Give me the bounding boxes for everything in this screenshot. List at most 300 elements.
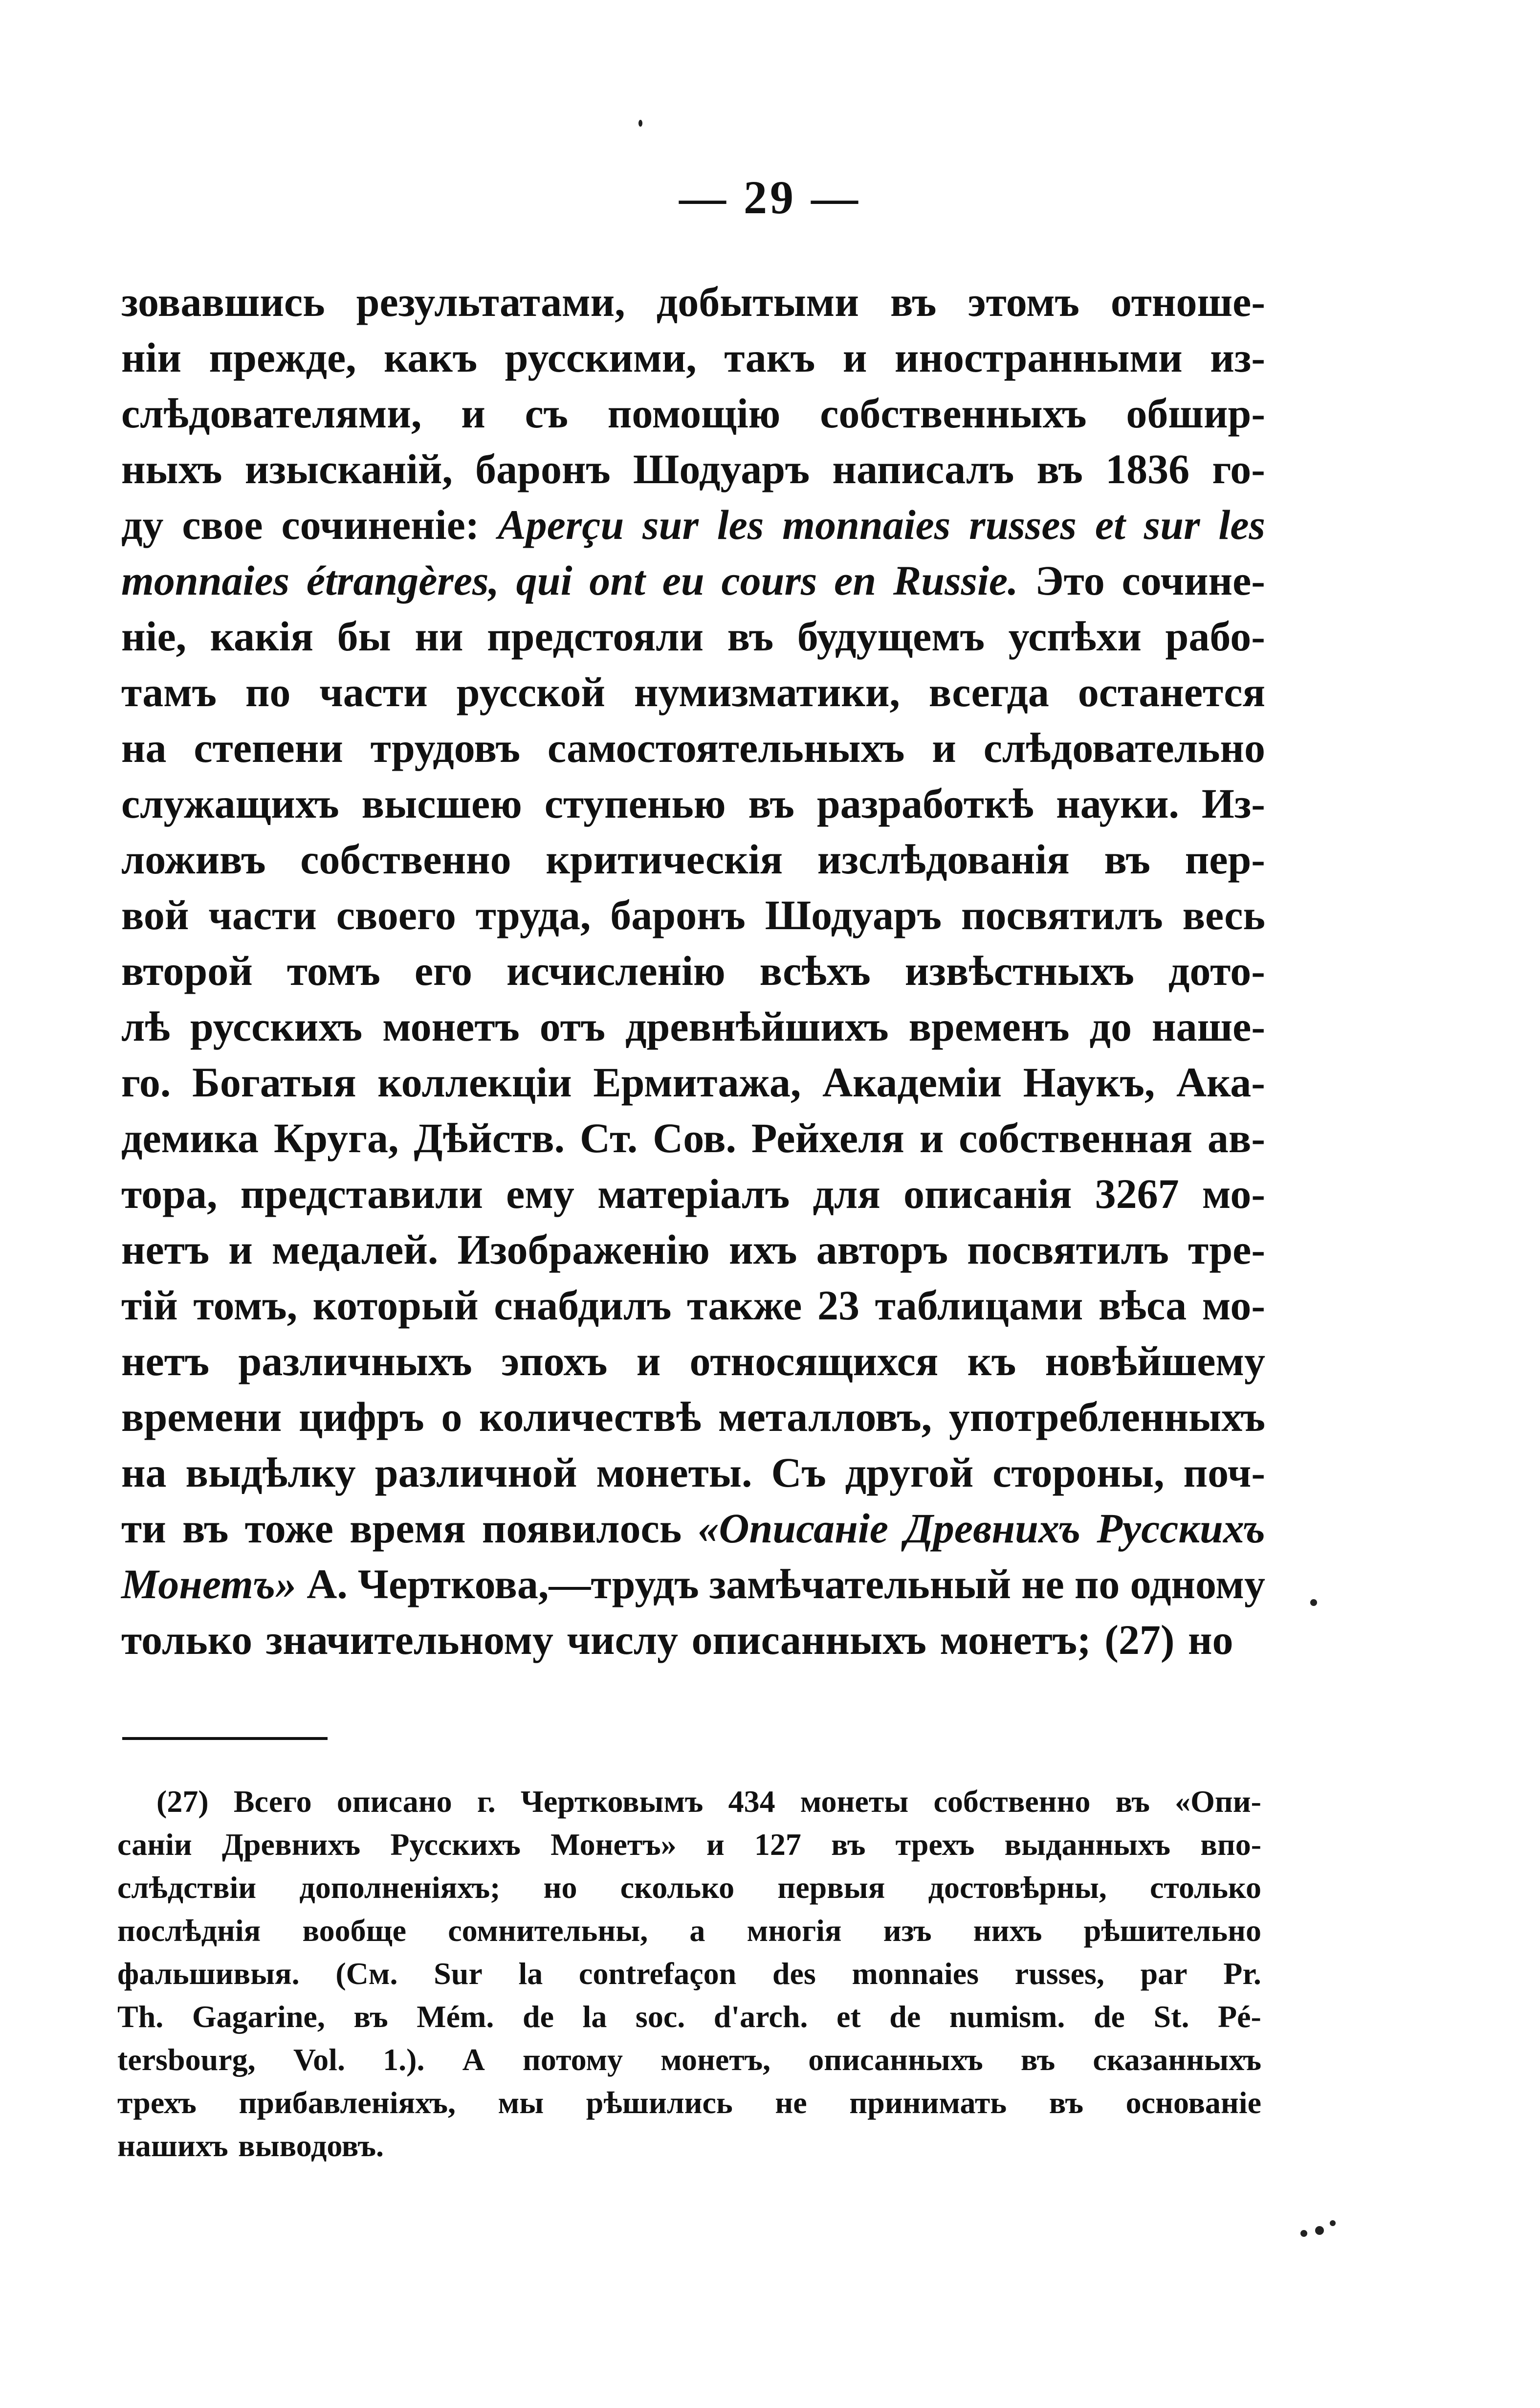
word: временъ — [908, 1003, 1070, 1050]
word: саніи — [117, 1827, 192, 1862]
word: вой — [121, 892, 189, 938]
word: sur — [1144, 501, 1200, 548]
word: тоже — [244, 1505, 333, 1552]
word: Сов. — [653, 1115, 737, 1161]
word: слѣдовательно — [983, 724, 1265, 771]
word: les — [717, 501, 764, 548]
word: какія — [210, 613, 313, 660]
word: la — [518, 1956, 543, 1991]
word: различныхъ — [238, 1338, 472, 1384]
word: только — [121, 1616, 253, 1663]
word: ему — [506, 1170, 574, 1217]
word: Черткова,—трудъ — [357, 1561, 699, 1607]
word: Это — [1035, 557, 1105, 604]
word: ни — [415, 613, 463, 660]
word: étrangères, — [306, 557, 499, 604]
text-line — [121, 274, 1265, 330]
word: добытыми — [656, 278, 859, 325]
word: 3267 — [1095, 1170, 1179, 1217]
word: го- — [1212, 446, 1265, 492]
word: трудовъ — [370, 724, 521, 771]
text-line — [121, 1389, 1265, 1445]
word: въ — [1104, 836, 1150, 883]
word: замѣчательный — [709, 1561, 1012, 1607]
word: въ — [182, 1505, 229, 1552]
word: (27) — [1104, 1616, 1175, 1663]
page-number: — 29 — — [679, 171, 861, 223]
scan-speck — [1315, 2226, 1324, 2235]
word: Наукъ, — [1023, 1059, 1155, 1106]
word: русскими, — [505, 334, 697, 381]
word: время — [350, 1505, 466, 1552]
word: Th. — [117, 1999, 164, 2034]
word: числу — [567, 1616, 678, 1663]
word: но — [543, 1870, 577, 1905]
word: дополненіяхъ; — [299, 1870, 501, 1905]
word: останется — [1078, 669, 1265, 715]
word: достовѣрны, — [928, 1870, 1107, 1905]
word: описанія — [903, 1170, 1072, 1217]
word: науки. — [1056, 780, 1179, 827]
text-line — [121, 1110, 1265, 1166]
word: отъ — [539, 1003, 605, 1050]
word: его — [414, 947, 472, 994]
word: слѣдователями, — [121, 390, 422, 437]
word: и — [919, 1115, 944, 1161]
word: Russie. — [893, 557, 1018, 604]
word: времени — [121, 1393, 282, 1440]
word: и — [706, 1827, 725, 1862]
word: 434 — [728, 1784, 775, 1819]
text-line — [121, 831, 1265, 887]
word: пер- — [1185, 836, 1265, 883]
word: выводовъ. — [238, 2128, 384, 2163]
text-line — [121, 1445, 1265, 1500]
word: 1.). — [383, 2042, 425, 2077]
word: съ — [525, 390, 568, 437]
footnote-line — [117, 1866, 1261, 1909]
word: нумизматики, — [634, 669, 900, 715]
text-line — [121, 720, 1265, 776]
word: А. — [307, 1561, 348, 1607]
word: баронъ — [610, 892, 746, 938]
word: первыя — [777, 1870, 885, 1905]
word: contrefaçon — [578, 1956, 737, 1991]
footnote-text — [117, 1780, 1261, 2167]
word: par — [1140, 1956, 1188, 1991]
word: матеріалъ — [597, 1170, 790, 1217]
word: рѣшительно — [1083, 1913, 1261, 1948]
word: Съ — [771, 1449, 826, 1496]
word: томъ, — [193, 1282, 298, 1329]
word: изъ — [883, 1913, 932, 1948]
word: сочиненіе: — [281, 501, 480, 548]
word: такъ — [724, 334, 815, 381]
word: принимать — [849, 2085, 1007, 2120]
footnote-line — [117, 2081, 1261, 2124]
footnote-line — [117, 1780, 1261, 1823]
word: столько — [1150, 1870, 1261, 1905]
word: помощію — [607, 390, 781, 437]
word: Шодуаръ — [765, 892, 942, 938]
word: потому — [523, 2042, 623, 2077]
word: Изображенію — [457, 1226, 710, 1273]
text-line — [121, 497, 1265, 553]
word: тре- — [1188, 1226, 1265, 1273]
word: результатами, — [356, 278, 625, 325]
word: количествѣ — [479, 1393, 702, 1440]
word: въ — [748, 780, 794, 827]
word: таблицами — [875, 1282, 1083, 1329]
word: медалей. — [271, 1226, 439, 1273]
word: ступенью — [544, 780, 726, 827]
word: иностранными — [894, 334, 1183, 381]
footnote-line — [117, 2038, 1261, 2081]
word: критическія — [546, 836, 783, 883]
footnote-line — [117, 1909, 1261, 1952]
word: монетъ — [382, 1003, 520, 1050]
word: поч- — [1183, 1449, 1265, 1496]
word: въ — [727, 613, 774, 660]
word: исчисленію — [506, 947, 726, 994]
word: написалъ — [832, 446, 1014, 492]
word: изысканій, — [244, 446, 453, 492]
word: древнѣйшихъ — [625, 1003, 889, 1050]
word: тій — [121, 1282, 178, 1329]
word: (См. — [335, 1956, 398, 1991]
word: весь — [1182, 892, 1265, 938]
word: eu — [662, 557, 704, 604]
word: de — [889, 1999, 921, 2034]
word: рѣшились — [586, 2085, 733, 2120]
word: нетъ — [121, 1338, 210, 1384]
word: de — [522, 1999, 554, 2034]
text-line — [121, 999, 1265, 1054]
word: появилось — [482, 1505, 682, 1552]
word: Рейхеля — [751, 1115, 904, 1161]
word: описано — [336, 1784, 452, 1819]
word: стороны, — [992, 1449, 1165, 1496]
word: одному — [1130, 1561, 1265, 1607]
word: трехъ — [117, 2085, 197, 2120]
word: баронъ — [475, 446, 611, 492]
word: служащихъ — [121, 780, 339, 827]
word: всегда — [928, 669, 1049, 715]
word: снабдилъ — [494, 1282, 672, 1329]
word: сколько — [620, 1870, 735, 1905]
word: въ — [1115, 1784, 1150, 1819]
word: описанныхъ — [808, 2042, 983, 2077]
word: Из- — [1201, 780, 1265, 827]
scan-speck — [1300, 2230, 1307, 2237]
text-line — [121, 1054, 1265, 1110]
word: monnaies — [121, 557, 290, 604]
word: русскихъ — [190, 1003, 363, 1050]
word: ont — [589, 557, 645, 604]
word: части — [319, 669, 428, 715]
word: который — [312, 1282, 479, 1329]
word: наше- — [1152, 1003, 1265, 1050]
footnote-line — [117, 1995, 1261, 2038]
text-line — [121, 1277, 1265, 1333]
word: d'arch. — [713, 1999, 808, 2034]
word: Ст. — [579, 1115, 638, 1161]
text-line — [121, 664, 1265, 720]
word: авторъ — [816, 1226, 948, 1273]
word: monnaies — [852, 1956, 979, 1991]
word: Gagarine, — [192, 1999, 325, 2034]
word: и — [228, 1226, 253, 1273]
word: фальшивыя. — [117, 1956, 300, 1991]
word: и — [636, 1338, 661, 1384]
word: Русскихъ — [390, 1827, 521, 1862]
word: мо- — [1202, 1282, 1265, 1329]
word: посвятилъ — [961, 892, 1163, 938]
word: numism. — [949, 1999, 1065, 2034]
word: мы — [498, 2085, 544, 2120]
word: не — [775, 2085, 807, 2120]
word: Круга, — [273, 1115, 399, 1161]
word: нашихъ — [117, 2128, 228, 2163]
word: го. — [121, 1059, 171, 1106]
word: cours — [721, 557, 817, 604]
word: не — [1021, 1561, 1064, 1607]
word: томъ — [286, 947, 380, 994]
word: многія — [747, 1913, 842, 1948]
word: Академіи — [822, 1059, 1002, 1106]
word: А — [462, 2042, 485, 2077]
word: своего — [336, 892, 456, 938]
word: Богатыя — [192, 1059, 356, 1106]
word: о — [441, 1393, 462, 1440]
word: «Описаніе — [698, 1505, 888, 1552]
word: значительному — [265, 1616, 553, 1663]
word: другой — [845, 1449, 974, 1496]
word: ложивъ — [121, 836, 266, 883]
word: Древнихъ — [904, 1505, 1081, 1552]
word: Русскихъ — [1097, 1505, 1265, 1552]
word: до — [1089, 1003, 1132, 1050]
word: второй — [121, 947, 253, 994]
word: металловъ, — [718, 1393, 932, 1440]
word: но — [1188, 1616, 1233, 1663]
word: изслѣдованія — [817, 836, 1070, 883]
word: вообще — [302, 1913, 407, 1948]
word: Всего — [233, 1784, 312, 1819]
word: предстояли — [487, 613, 704, 660]
footnote-divider — [122, 1737, 328, 1740]
word: sur — [642, 501, 699, 548]
word: 1836 — [1105, 446, 1190, 492]
word: въ — [1049, 2085, 1084, 2120]
word: (27) — [156, 1784, 209, 1819]
text-line — [121, 1612, 1265, 1668]
word: выдѣлку — [185, 1449, 356, 1496]
word: извѣстныхъ — [904, 947, 1134, 994]
word: различной — [374, 1449, 577, 1496]
word: г. — [477, 1784, 496, 1819]
word: слѣдствіи — [117, 1870, 257, 1905]
word: монеты — [800, 1784, 909, 1819]
word: ніи — [121, 334, 181, 381]
word: монетъ; — [940, 1616, 1091, 1663]
word: Sur — [434, 1956, 483, 1991]
word: мо- — [1202, 1170, 1265, 1217]
word: тора, — [121, 1170, 218, 1217]
word: разработкѣ — [816, 780, 1034, 827]
word: лѣ — [121, 1003, 170, 1050]
word: эпохъ — [501, 1338, 608, 1384]
word: Шодуаръ — [633, 446, 810, 492]
footnote-line — [117, 1823, 1261, 1866]
word: демика — [121, 1115, 259, 1161]
word: трехъ — [895, 1827, 975, 1862]
word: всѣхъ — [759, 947, 871, 994]
word: для — [813, 1170, 880, 1217]
word: Чертковымъ — [520, 1784, 704, 1819]
text-line — [121, 608, 1265, 664]
word: собственно — [933, 1784, 1091, 1819]
word: Ака- — [1176, 1059, 1265, 1106]
scan-speck — [1330, 2220, 1336, 2226]
word: цифръ — [299, 1393, 424, 1440]
word: труда, — [475, 892, 591, 938]
word: въ — [890, 278, 937, 325]
word: сочине- — [1122, 557, 1265, 604]
footnote-line — [117, 2124, 1261, 2167]
text-line — [121, 1333, 1265, 1389]
word: описанныхъ — [691, 1616, 926, 1663]
word: soc. — [635, 1999, 685, 2034]
text-line — [121, 330, 1265, 385]
word: monnaies — [782, 501, 951, 548]
word: рабо- — [1165, 613, 1265, 660]
scan-speck — [1310, 1599, 1317, 1606]
word: russes — [969, 501, 1077, 548]
word: выданныхъ — [1004, 1827, 1171, 1862]
word: по — [1074, 1561, 1120, 1607]
word: основаніе — [1125, 2085, 1261, 2120]
word: употребленныхъ — [948, 1393, 1265, 1440]
word: Mém. — [417, 1999, 494, 2034]
text-line — [121, 1166, 1265, 1222]
word: сказанныхъ — [1093, 2042, 1261, 2077]
word: бы — [337, 613, 391, 660]
footnote-line — [117, 1952, 1261, 1995]
word: зовавшись — [121, 278, 325, 325]
word: и — [932, 724, 956, 771]
word: et — [1095, 501, 1125, 548]
word: впо- — [1200, 1827, 1261, 1862]
word: отноше- — [1110, 278, 1265, 325]
word: вѣса — [1098, 1282, 1187, 1329]
word: также — [687, 1282, 802, 1329]
word: Vol. — [293, 2042, 345, 2077]
text-line — [121, 943, 1265, 999]
word: будущемъ — [797, 613, 985, 660]
word: la — [582, 1999, 607, 2034]
word: къ — [967, 1338, 1016, 1384]
word: въ — [1036, 446, 1083, 492]
word: Древнихъ — [221, 1827, 361, 1862]
word: какъ — [384, 334, 478, 381]
word: въ — [1020, 2042, 1056, 2077]
word: собственныхъ — [820, 390, 1087, 437]
word: на — [121, 1449, 167, 1496]
text-line — [121, 1556, 1265, 1612]
word: послѣднія — [117, 1913, 261, 1948]
word: ніе, — [121, 613, 187, 660]
word: русской — [456, 669, 605, 715]
word: обшир- — [1126, 390, 1265, 437]
text-line — [121, 553, 1265, 608]
word: а — [689, 1913, 705, 1948]
word: 23 — [817, 1282, 859, 1329]
word: Ермитажа, — [593, 1059, 801, 1106]
main-text — [121, 274, 1265, 1668]
word: дото- — [1168, 947, 1265, 994]
text-line — [121, 441, 1265, 497]
word: относящихся — [689, 1338, 939, 1384]
word: нихъ — [973, 1913, 1042, 1948]
word: Aperçu — [498, 501, 624, 548]
word: въ — [831, 1827, 866, 1862]
text-line — [121, 1500, 1265, 1556]
word: собственная — [959, 1115, 1192, 1161]
word: et — [836, 1999, 861, 2034]
word: ныхъ — [121, 446, 222, 492]
word: сомнительны, — [448, 1913, 648, 1948]
word: самостоятельныхъ — [547, 724, 905, 771]
word: прибавленіяхъ, — [239, 2085, 456, 2120]
word: прежде, — [209, 334, 356, 381]
word: монеты. — [596, 1449, 752, 1496]
word: «Опи- — [1175, 1784, 1261, 1819]
word: St. — [1153, 1999, 1189, 2034]
word: ти — [121, 1505, 166, 1552]
word: les — [1218, 501, 1265, 548]
word: новѣйшему — [1045, 1338, 1265, 1384]
word: свое — [182, 501, 263, 548]
word: tersbourg, — [117, 2042, 256, 2077]
word: высшею — [361, 780, 522, 827]
word: ихъ — [729, 1226, 797, 1273]
word: степени — [194, 724, 343, 771]
word: успѣхи — [1008, 613, 1142, 660]
word: по — [245, 669, 291, 715]
word: части — [208, 892, 317, 938]
word: 127 — [754, 1827, 801, 1862]
word: монетъ, — [660, 2042, 770, 2077]
word: en — [834, 557, 877, 604]
word: Pé- — [1218, 1999, 1261, 2034]
text-line — [121, 776, 1265, 831]
word: russes, — [1014, 1956, 1104, 1991]
word: тамъ — [121, 669, 217, 715]
text-line — [121, 385, 1265, 441]
word: этомъ — [968, 278, 1079, 325]
word: въ — [353, 1999, 388, 2034]
word: и — [842, 334, 867, 381]
word: на — [121, 724, 167, 771]
word: Pr. — [1223, 1956, 1261, 1991]
word: из- — [1210, 334, 1265, 381]
word: ав- — [1207, 1115, 1265, 1161]
word: de — [1093, 1999, 1125, 2034]
word: коллекціи — [377, 1059, 572, 1106]
word: представили — [240, 1170, 483, 1217]
word: Монетъ» — [121, 1561, 297, 1607]
